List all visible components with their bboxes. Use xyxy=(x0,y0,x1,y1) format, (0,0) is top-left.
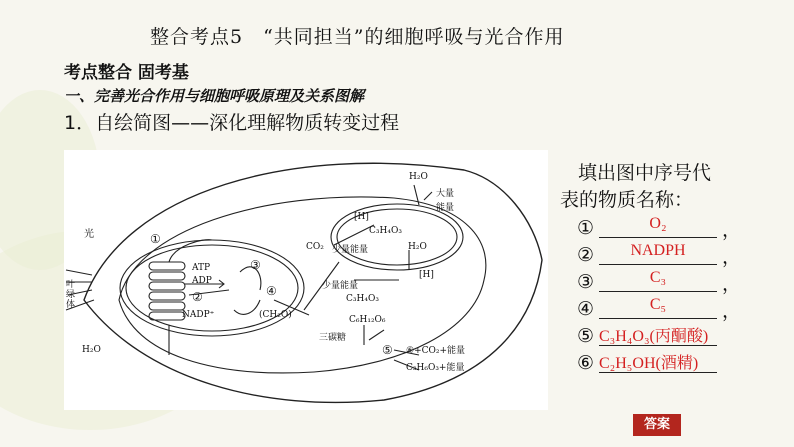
label-h-cyto: [H] xyxy=(419,270,434,280)
answer-number: ⑤ xyxy=(577,325,595,347)
label-nadp: NADP⁺ xyxy=(182,310,215,320)
label-light: 光 xyxy=(84,229,94,240)
answer-list xyxy=(577,215,777,377)
label-big-energy: 大量 xyxy=(436,189,455,199)
answer-row xyxy=(577,323,777,350)
page-title: 整合考点5 “共同担当”的细胞呼吸与光合作用 xyxy=(150,26,565,48)
answer-blank xyxy=(599,264,717,265)
cell-diagram xyxy=(64,150,548,410)
answer-text: C₂H₅OH(酒精) xyxy=(599,355,699,372)
answer-number: ④ xyxy=(577,298,595,320)
answer-blank xyxy=(599,318,717,319)
label-small-energy-mito: 少量能量 xyxy=(332,245,369,255)
answer-row xyxy=(577,269,777,296)
answer-text: NADPH xyxy=(630,242,686,259)
answer-comma: ， xyxy=(722,219,742,241)
answer-number: ① xyxy=(577,217,595,239)
label-c3h4o3: C₃H₄O₃ xyxy=(346,294,379,304)
answer-text: O₂ xyxy=(649,215,667,232)
marker-4: ④ xyxy=(266,284,277,298)
label-h-mito: [H] xyxy=(354,212,369,222)
answer-number: ⑥ xyxy=(577,352,595,374)
marker-3: ③ xyxy=(250,258,261,272)
label-h2o-top: H₂O xyxy=(409,172,428,182)
question-prompt xyxy=(560,160,780,214)
marker-5: ⑤ xyxy=(382,343,393,357)
label-triose: 三碳糖 xyxy=(319,333,347,343)
label-chloroplast: 叶绿体 xyxy=(66,280,76,310)
label-h2o-in: H₂O xyxy=(82,345,101,355)
answer-button[interactable]: 答案 xyxy=(633,414,681,436)
point-heading: 1．自绘简图——深化理解物质转变过程 xyxy=(64,112,400,134)
answer-row xyxy=(577,350,777,377)
label-small-energy: 少量能量 xyxy=(322,281,359,291)
thylakoid-stack xyxy=(149,262,185,320)
subheading: 一、完善光合作用与细胞呼吸原理及关系图解 xyxy=(64,87,365,105)
label-adp: ADP xyxy=(192,276,212,286)
answer-blank xyxy=(599,291,717,292)
label-prod1: ⑥+CO₂+能量 xyxy=(406,346,466,356)
answer-row xyxy=(577,296,777,323)
answer-text: C₅ xyxy=(649,296,667,313)
label-h2o-mito: H₂O xyxy=(408,242,427,252)
label-ch2o: (CH₂O) xyxy=(259,310,292,320)
answer-comma: ， xyxy=(722,300,742,322)
marker-2: ② xyxy=(192,290,203,304)
label-c6h12o6: C₆H₁₂O₆ xyxy=(349,315,386,325)
answer-row xyxy=(577,215,777,242)
answer-text: C₃ xyxy=(649,269,667,286)
prompt-line-2: 表的物质名称： xyxy=(560,189,694,211)
label-big-energy2: 能量 xyxy=(436,203,455,213)
answer-blank xyxy=(599,237,717,238)
section-heading: 考点整合 固考基 xyxy=(64,63,189,83)
label-co2-mito: CO₂ xyxy=(306,242,324,252)
label-atp: ATP xyxy=(192,263,211,273)
marker-1: ① xyxy=(150,232,161,246)
prompt-line-1: 填出图中序号代 xyxy=(578,162,712,184)
answer-number: ③ xyxy=(577,271,595,293)
label-prod2: C₃H₆O₃+能量 xyxy=(406,363,465,373)
answer-number: ② xyxy=(577,244,595,266)
answer-comma: ， xyxy=(722,273,742,295)
label-c3h4o3-mito: C₃H₄O₃ xyxy=(369,226,402,236)
answer-comma: ， xyxy=(722,246,742,268)
answer-text: C₃H₄O₃(丙酮酸) xyxy=(599,328,709,345)
answer-row xyxy=(577,242,777,269)
